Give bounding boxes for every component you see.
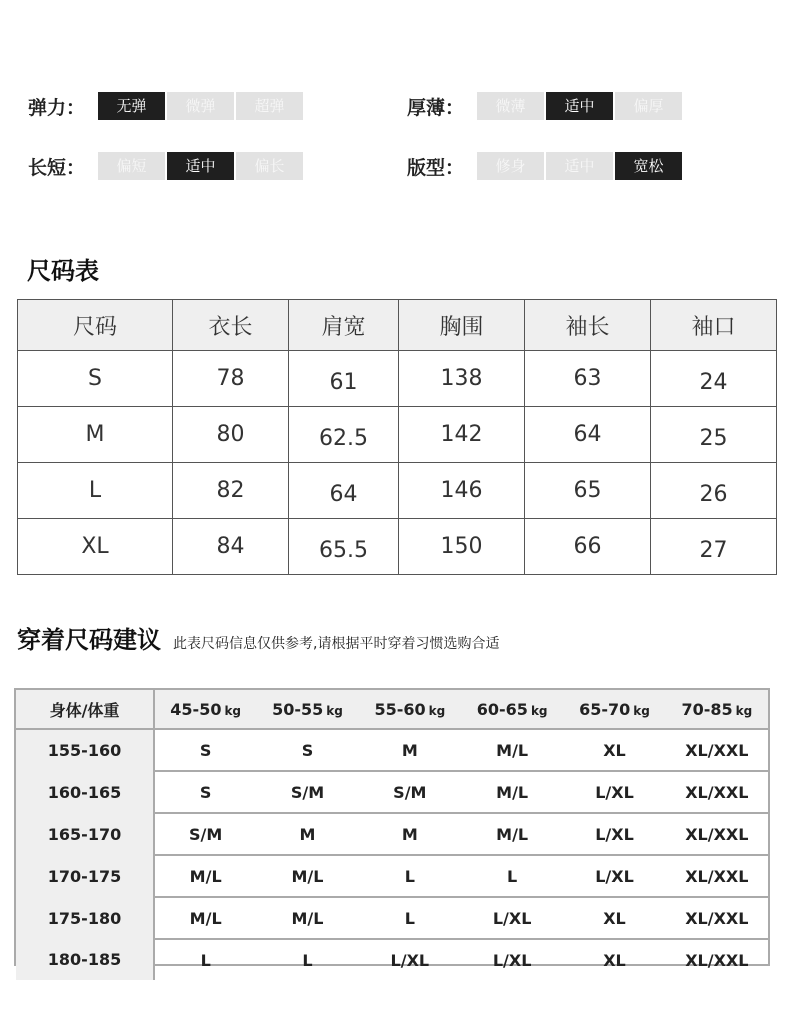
weight-header-cell [256,690,358,729]
recommendation-corner-cell: 身体/体重 [16,690,154,729]
height-range-cell: 175-180 [16,897,154,939]
recommendation-row [16,897,768,939]
fit-option-2[interactable]: 适中 [546,152,613,180]
recommended-size-cell: M/L [496,740,529,760]
recommended-size-cell: L/XL [359,939,461,980]
recommendation-note: 此表尺码信息仅供参考,请根据平时穿着习惯选购合适 [173,636,500,652]
size-cell: 84 [173,519,289,575]
height-range-cell: 155-160 [16,729,154,771]
size-chart-header-row [18,300,777,351]
size-cell: 63 [525,351,651,407]
size-cell: 61 [289,351,399,407]
fit-attribute [407,152,684,180]
length-option-2[interactable]: 适中 [167,152,234,180]
recommended-size-cell: S [199,740,212,760]
size-cell: 24 [651,351,777,407]
recommended-size-cell: L [154,939,256,980]
thickness-options [477,92,684,120]
size-header-cell: 胸围 [399,300,525,351]
recommended-size-cell: L/XL [563,855,665,897]
height-range-cell: 180-185 [16,939,154,980]
thickness-option-2[interactable]: 适中 [546,92,613,120]
length-options [98,152,305,180]
weight-header-cell [666,690,768,729]
size-cell: 150 [399,519,525,575]
length-option-3[interactable]: 偏长 [236,152,303,180]
recommendation-title: 穿着尺码建议 [17,626,161,654]
recommended-size-cell: XL/XXL [685,740,749,760]
elasticity-option-3[interactable]: 超弹 [236,92,303,120]
recommended-size-cell: S/M [256,771,358,813]
size-row [18,463,777,519]
recommendation-row [16,729,768,771]
recommendation-row [16,813,768,855]
recommended-size-cell: S/M [359,771,461,813]
weight-header-cell [461,690,563,729]
size-cell: 80 [173,407,289,463]
recommended-size-cell: M/L [154,897,256,939]
size-cell: XL [18,519,173,575]
size-cell: 62.5 [289,407,399,463]
elasticity-label: 弹力： [28,96,86,119]
recommendation-table-frame [14,688,770,970]
recommended-size-cell: XL/XXL [666,897,768,939]
height-range-cell: 160-165 [16,771,154,813]
recommended-size-cell: L/XL [461,939,563,980]
size-header-cell: 肩宽 [289,300,399,351]
recommendation-body [16,729,768,980]
recommendation-table [16,690,768,980]
recommended-size-cell: L/XL [461,897,563,939]
recommended-size-cell: L/XL [563,813,665,855]
height-range-cell: 170-175 [16,855,154,897]
size-header-cell: 袖长 [525,300,651,351]
size-cell: 27 [651,519,777,575]
size-cell: 146 [399,463,525,519]
recommended-size-cell: M/L [461,813,563,855]
recommended-size-cell: L/XL [563,771,665,813]
size-cell: 78 [173,351,289,407]
size-header-cell: 衣长 [173,300,289,351]
size-header-cell: 袖口 [651,300,777,351]
recommended-size-cell: M [359,813,461,855]
thickness-option-3[interactable]: 偏厚 [615,92,682,120]
length-option-1[interactable]: 偏短 [98,152,165,180]
size-cell: L [18,463,173,519]
weight-unit: kg [326,703,343,718]
weight-unit: kg [530,703,548,718]
fit-option-1[interactable]: 修身 [477,152,544,180]
recommendation-row [16,771,768,813]
recommendation-header-row [16,690,768,729]
size-cell: 64 [525,407,651,463]
size-cell: S [18,351,173,407]
weight-unit: kg [633,703,650,718]
size-cell: 82 [173,463,289,519]
recommended-size-cell: M/L [461,771,563,813]
size-header-cell: 尺码 [18,300,173,351]
recommended-size-cell: XL/XXL [666,771,768,813]
size-cell: 25 [651,407,777,463]
thickness-option-1[interactable]: 微薄 [477,92,544,120]
size-chart-title: 尺码表 [27,257,99,285]
elasticity-options [98,92,305,120]
recommended-size-cell: XL [563,897,665,939]
recommended-size-cell: S [154,771,256,813]
recommended-size-cell: XL [603,740,626,760]
size-row [18,351,777,407]
recommended-size-cell: XL/XXL [666,939,768,980]
weight-header-cell [563,690,665,729]
size-cell: 65 [525,463,651,519]
recommended-size-cell: M [256,813,358,855]
size-row [18,407,777,463]
weight-range: 55-60 [374,699,426,719]
recommendation-title-block [17,620,499,655]
recommended-size-cell: M [401,740,418,760]
weight-unit: kg [224,703,242,718]
recommendation-row [16,939,768,980]
recommended-size-cell: M/L [154,855,256,897]
recommended-size-cell: XL [563,939,665,980]
weight-unit: kg [428,703,446,718]
recommended-size-cell: M/L [256,855,358,897]
weight-range: 50-55 [272,699,324,719]
length-attribute [28,152,305,180]
thickness-attribute [407,92,684,120]
recommended-size-cell: L [359,897,461,939]
height-range-cell: 165-170 [16,813,154,855]
fit-option-3[interactable]: 宽松 [615,152,682,180]
weight-range: 45-50 [170,699,222,719]
elasticity-attribute [28,92,305,120]
recommended-size-cell: XL/XXL [666,855,768,897]
size-cell: 65.5 [289,519,399,575]
elasticity-option-1[interactable]: 无弹 [98,92,165,120]
size-chart-table [17,299,777,575]
recommended-size-cell: L [461,855,563,897]
recommended-size-cell: S/M [154,813,256,855]
weight-header-cell [359,690,461,729]
recommended-size-cell: XL/XXL [666,813,768,855]
size-cell: 66 [525,519,651,575]
weight-unit: kg [735,703,753,718]
size-cell: 64 [289,463,399,519]
size-row [18,519,777,575]
recommended-size-cell: L [359,855,461,897]
size-cell: 138 [399,351,525,407]
weight-range: 65-70 [579,699,631,719]
size-cell: 26 [651,463,777,519]
weight-header-cell [154,690,256,729]
size-cell: 142 [399,407,525,463]
fit-label: 版型： [407,156,465,179]
weight-range: 60-65 [476,699,528,719]
recommendation-row [16,855,768,897]
size-cell: M [18,407,173,463]
weight-range: 70-85 [681,699,733,719]
recommended-size-cell: M/L [256,897,358,939]
thickness-label: 厚薄： [407,96,465,119]
recommended-size-cell: L [256,939,358,980]
length-label: 长短： [28,156,86,179]
recommended-size-cell: S [301,740,314,760]
size-chart-body [18,351,777,575]
fit-options [477,152,684,180]
elasticity-option-2[interactable]: 微弹 [167,92,234,120]
